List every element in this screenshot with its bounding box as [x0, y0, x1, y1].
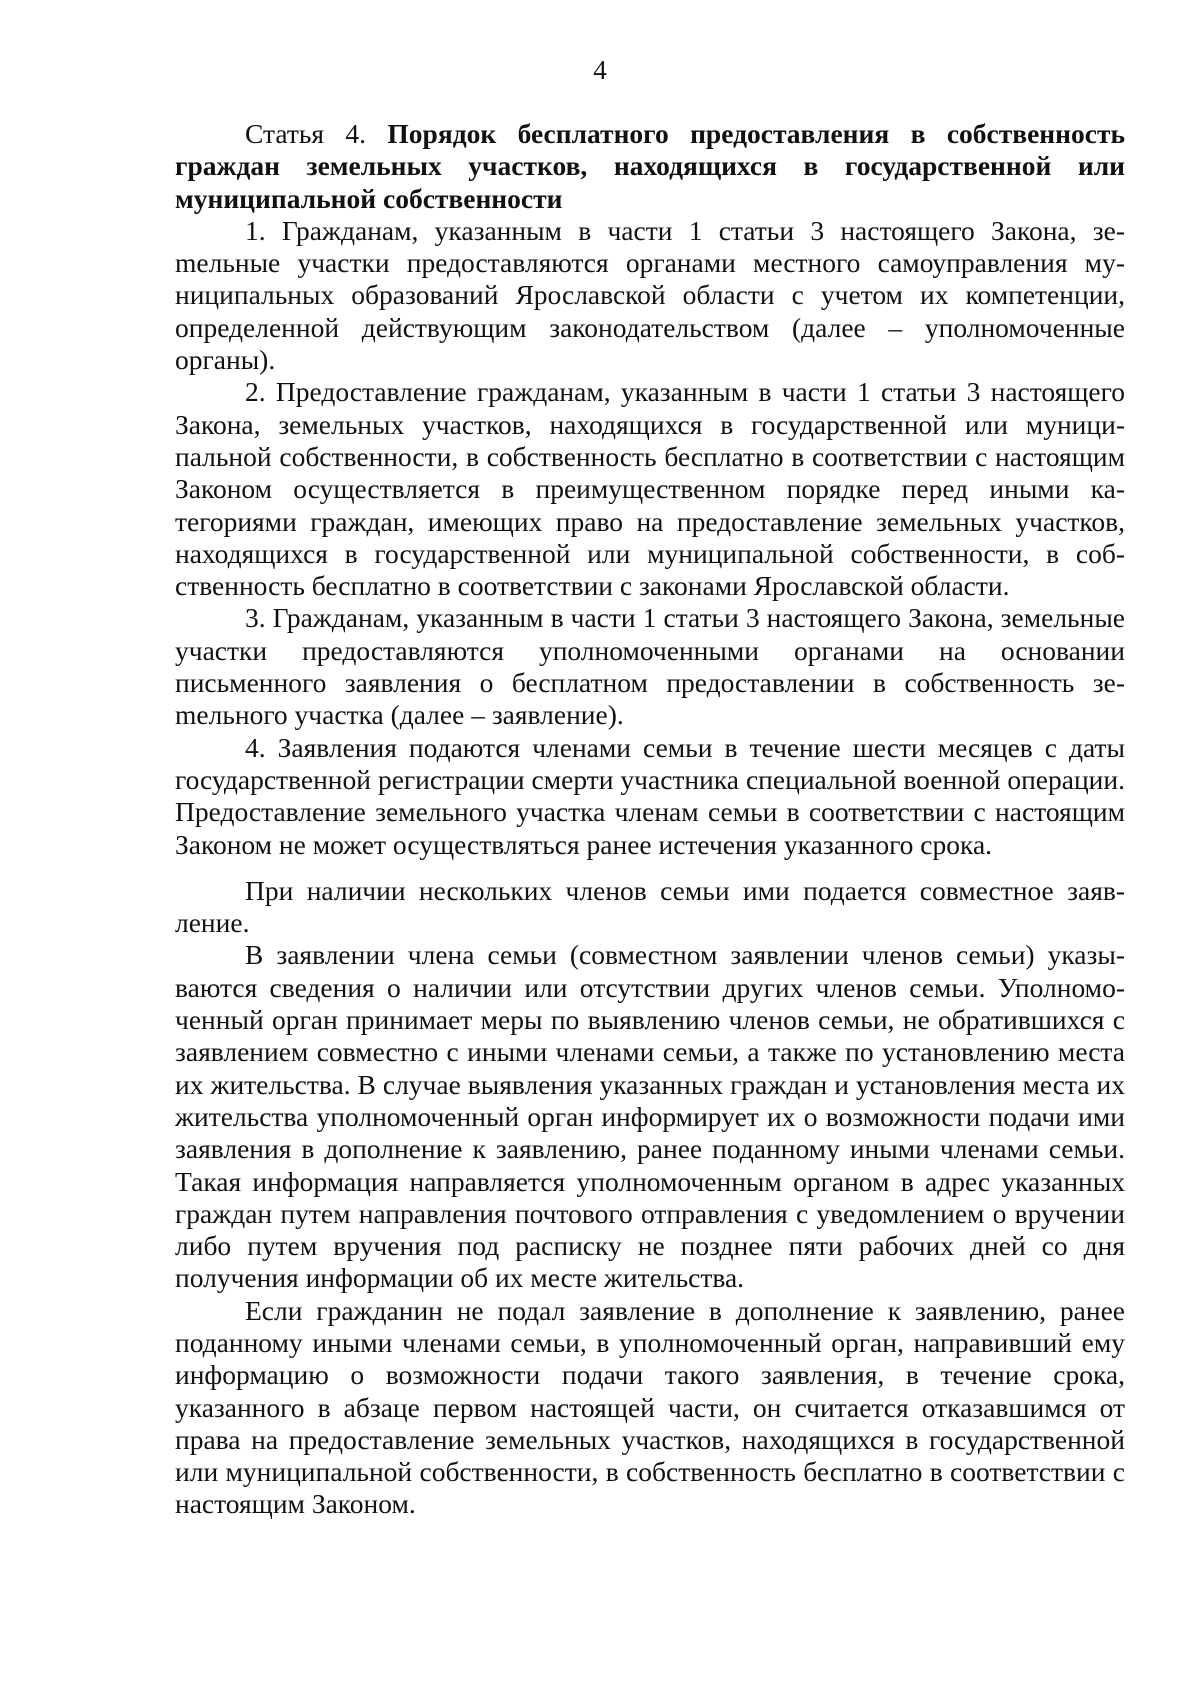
paragraph-part-4-family-info: В заявлении члена семьи (совместном заявлении членов семьи) указываются сведения о наличии или отсутствии других членов семьи. Уполномоченный орган принимает меры по выявлению членов семьи, не обратившихся с заявлением совместно с иными членами семьи, а также по установлению места их жительства. В случае выявления указанных граждан и установления места их жительства уполномоченный орган информирует их о возможности подачи ими заявления в дополнение к заявлению, ранее поданному иными членами семьи. Такая информация направляется уполномоченным органом в адрес указанных граждан путем направления почтового отправления с уведомлением о вручении либо путем вручения под расписку не позднее пяти рабочих дней со дня получения информации об их месте жительства.	[175, 939, 1125, 1294]
paragraph-part-4: 4. Заявления подаются членами семьи в течение шести месяцев с даты государственной регистрации смерти участника специальной военной операции. Предоставление земельного участка членам семьи в соответствии с настоящим Законом не может осуществляться ранее истечения указанного срока.	[175, 731, 1125, 860]
paragraph-part-1: 1. Гражданам, указанным в части 1 статьи 3 настоящего Закона, зеmельные участки предоставляются органами местного самоуправления муниципальных образований Ярославской области с учетом их компетенции, определенной действующим законодательством (далее – уполномоченные органы).	[175, 214, 1125, 376]
paragraph-part-4-refusal: Если гражданин не подал заявление в дополнение к заявлению, ранее поданному иными членами семьи, в уполномоченный орган, направивший ему информацию о возможности подачи такого заявления, в течение срока, указанного в абзаце первом настоящей части, он считается отказавшимся от права на предоставление земельных участков, находящихся в государственной или муниципальной собственности, в собственность бесплатно в соответствии с настоящим Законом.	[175, 1294, 1125, 1520]
article-title: Порядок бесплатного предоставления в собственность граждан земельных участков, находящихся в государственной или муниципальной собственности	[175, 118, 1125, 214]
paragraph-part-3: 3. Гражданам, указанным в части 1 статьи 3 настоящего Закона, земельные участки предоставляются уполномоченными органами на основании письменного заявления о бесплатном предоставлении в собственность зеmельного участка (далее – заявление).	[175, 602, 1125, 731]
article-label: Статья 4.	[245, 118, 367, 149]
document-body	[175, 118, 1125, 1521]
article-heading	[175, 118, 1125, 215]
page-number: 4	[593, 55, 607, 85]
paragraph-part-4-joint-application: При наличии нескольких членов семьи ими подается совместное заявление.	[175, 874, 1125, 939]
paragraph-part-2: 2. Предоставление гражданам, указанным в части 1 статьи 3 настоящего Закона, земельных участков, находящихся в государственной или муниципальной собственности, в собственность бесплатно в соответствии с настоящим Законом осуществляется в преимущественном порядке перед иными категориями граждан, имеющих право на предоставление земельных участков, находящихся в государственной или муниципальной собственности, в собственность бесплатно в соответствии с законами Ярославской области.	[175, 376, 1125, 602]
